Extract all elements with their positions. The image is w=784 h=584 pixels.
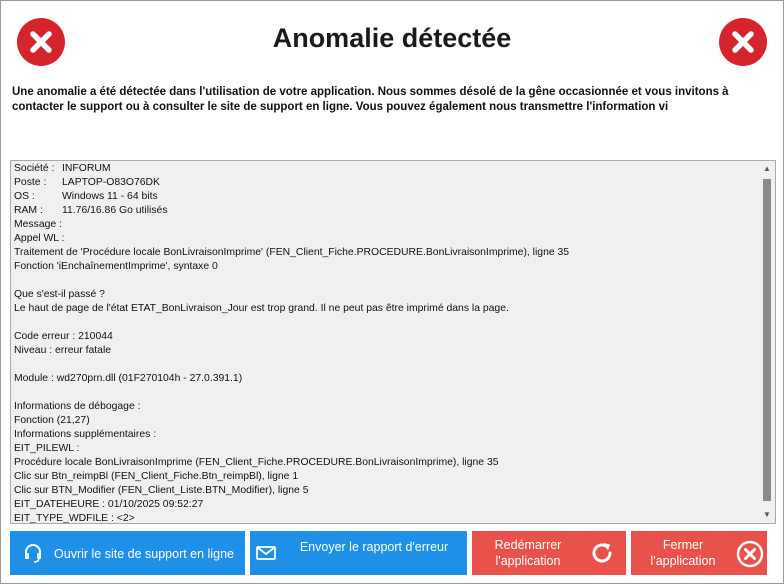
detail-line: EIT_DATEHEURE : 01/10/2025 09:52:27 — [14, 499, 204, 510]
detail-line: Clic sur BTN_Modifier (FEN_Client_Liste.BTN_Modifier), ligne 5 — [14, 485, 309, 496]
headset-icon — [23, 543, 43, 567]
details-scrollbar[interactable] — [759, 161, 775, 523]
restart-label-line: Redémarrer — [494, 538, 562, 552]
intro-line: Une anomalie a été détectée dans l'utilisation de votre application. Nous sommes désolé de la gêne occasionnée et vous invitons à — [12, 86, 729, 98]
detail-line — [14, 358, 754, 372]
open-support-site-label: Ouvrir le site de support en ligne — [54, 547, 234, 561]
restart-label-line: l'application — [495, 554, 561, 568]
detail-line — [14, 386, 754, 400]
scroll-up-arrow-icon[interactable]: ▲ — [763, 164, 771, 173]
detail-value: INFORUM — [62, 163, 111, 174]
detail-value: 11.76/16.86 Go utilisés — [62, 205, 168, 216]
detail-line: Que s'est-il passé ? — [14, 289, 105, 300]
error-details-text[interactable] — [14, 162, 754, 524]
refresh-icon — [589, 540, 615, 570]
close-label-line: Fermer — [662, 538, 704, 552]
detail-line: EIT_TYPE_WDFILE : <2> — [14, 513, 135, 524]
detail-line: Le haut de page de l'état ETAT_BonLivraison_Jour est trop grand. Il ne peut pas être imprimé dans la page. — [14, 303, 509, 314]
detail-line: Module : wd270prn.dll (01F270104h - 27.0.391.1) — [14, 373, 243, 384]
detail-row — [14, 176, 754, 190]
detail-label: Poste : — [14, 177, 47, 188]
detail-value: Windows 11 - 64 bits — [62, 191, 158, 202]
detail-line: Message : — [14, 219, 62, 230]
intro-line: contacter le support ou à consulter le site de support en ligne. Vous pouvez également nous transmettre l'information vi — [12, 101, 669, 113]
detail-line: Fonction 'iEnchaînementImprime', syntaxe 0 — [14, 261, 218, 272]
error-details-box[interactable] — [10, 160, 776, 524]
detail-line: Niveau : erreur fatale — [14, 345, 112, 356]
close-application-label — [641, 537, 725, 569]
detail-line: Clic sur Btn_reimpBl (FEN_Client_Fiche.Btn_reimpBl), ligne 1 — [14, 471, 299, 482]
restart-application-label — [480, 537, 576, 569]
detail-line: Appel WL : — [14, 233, 65, 244]
detail-label: OS : — [14, 191, 35, 202]
detail-line: Code erreur : 210044 — [14, 331, 113, 342]
close-circle-icon — [736, 540, 764, 572]
detail-label: Société : — [14, 163, 55, 174]
envelope-icon — [256, 546, 276, 564]
detail-label: RAM : — [14, 205, 43, 216]
send-error-report-label: Envoyer le rapport d'erreur — [299, 540, 449, 554]
detail-line: EIT_PILEWL : — [14, 443, 80, 454]
detail-row — [14, 162, 754, 176]
send-error-report-button[interactable] — [250, 531, 467, 575]
detail-line: Fonction (21,27) — [14, 415, 90, 426]
restart-application-button[interactable] — [472, 531, 626, 575]
detail-line — [14, 274, 754, 288]
dialog-title: Anomalie détectée — [272, 23, 512, 53]
detail-line: Informations de débogage : — [14, 401, 141, 412]
close-label-line: l'application — [650, 554, 716, 568]
detail-row — [14, 190, 754, 204]
detail-line: Informations supplémentaires : — [14, 429, 157, 440]
detail-line — [14, 316, 754, 330]
detail-value: LAPTOP-O83O76DK — [62, 177, 160, 188]
error-x-icon — [719, 18, 767, 66]
scroll-down-arrow-icon[interactable]: ▼ — [763, 510, 771, 519]
detail-row — [14, 204, 754, 218]
close-application-button[interactable] — [631, 531, 767, 575]
detail-line: Traitement de 'Procédure locale BonLivraisonImprime' (FEN_Client_Fiche.PROCEDURE.BonLivraisonImprime), ligne 35 — [14, 247, 570, 258]
scrollbar-thumb[interactable] — [763, 179, 771, 501]
open-support-site-button[interactable] — [10, 531, 245, 575]
detail-line: Procédure locale BonLivraisonImprime (FEN_Client_Fiche.PROCEDURE.BonLivraisonImprime), ligne 35 — [14, 457, 499, 468]
intro-message — [12, 85, 772, 115]
